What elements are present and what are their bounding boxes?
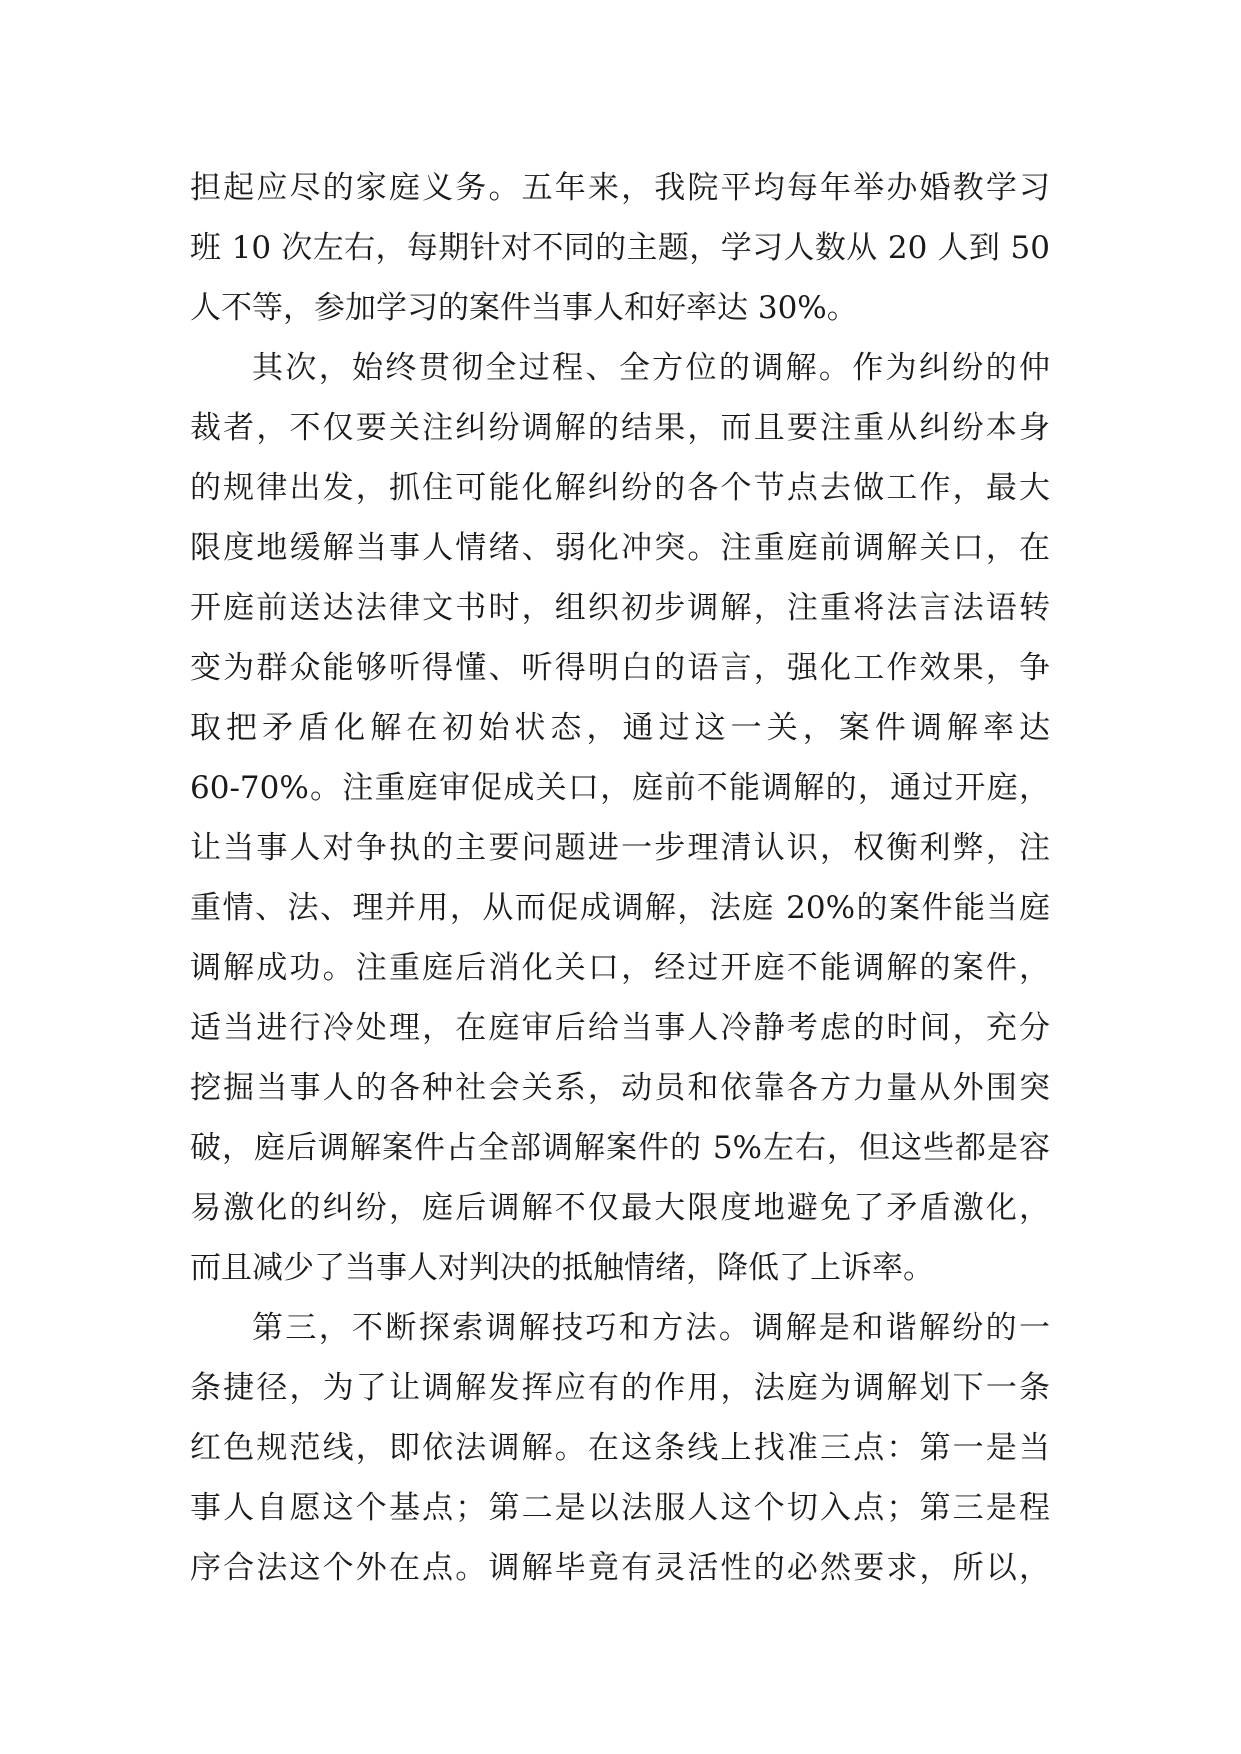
- text-line: 让当事人对争执的主要问题进一步理清认识，权衡利弊，注: [190, 830, 1050, 866]
- text-line: 开庭前送达法律文书时，组织初步调解，注重将法言法语转: [190, 590, 1050, 626]
- paragraph-2: [190, 338, 1050, 1298]
- paragraph-1: [190, 158, 1050, 338]
- paragraph-3: [190, 1298, 1050, 1598]
- text-line: 条捷径，为了让调解发挥应有的作用，法庭为调解划下一条: [190, 1370, 1050, 1406]
- text-line: 事人自愿这个基点；第二是以法服人这个切入点；第三是程: [190, 1490, 1050, 1526]
- text-line: 担起应尽的家庭义务。五年来，我院平均每年举办婚教学习: [190, 170, 1050, 206]
- text-line: 裁者，不仅要关注纠纷调解的结果，而且要注重从纠纷本身: [190, 410, 1050, 446]
- text-line: 挖掘当事人的各种社会关系，动员和依靠各方力量从外围突: [190, 1070, 1050, 1106]
- text-line: 易激化的纠纷，庭后调解不仅最大限度地避免了矛盾激化，: [190, 1190, 1050, 1226]
- text-line: 红色规范线，即依法调解。在这条线上找准三点：第一是当: [190, 1430, 1050, 1466]
- text-line: 取把矛盾化解在初始状态，通过这一关，案件调解率达: [190, 710, 1050, 746]
- text-line: 的规律出发，抓住可能化解纠纷的各个节点去做工作，最大: [190, 470, 1050, 506]
- text-line: 限度地缓解当事人情绪、弱化冲突。注重庭前调解关口，在: [190, 530, 1050, 566]
- text-line: 破，庭后调解案件占全部调解案件的 5%左右，但这些都是容: [190, 1130, 1050, 1166]
- text-line: 变为群众能够听得懂、听得明白的语言，强化工作效果，争: [190, 650, 1050, 686]
- text-line: 60-70%。注重庭审促成关口，庭前不能调解的，通过开庭，: [190, 770, 1050, 806]
- text-line: 而且减少了当事人对判决的抵触情绪，降低了上诉率。: [190, 1250, 934, 1286]
- document-body: [190, 158, 1050, 1598]
- text-line: 重情、法、理并用，从而促成调解，法庭 20%的案件能当庭: [190, 890, 1050, 926]
- text-line: 第三，不断探索调解技巧和方法。调解是和谐解纷的一: [252, 1310, 1050, 1346]
- text-line: 调解成功。注重庭后消化关口，经过开庭不能调解的案件，: [190, 950, 1050, 986]
- text-line: 序合法这个外在点。调解毕竟有灵活性的必然要求，所以，: [190, 1550, 1050, 1586]
- text-line: 适当进行冷处理，在庭审后给当事人冷静考虑的时间，充分: [190, 1010, 1050, 1046]
- text-line: 人不等，参加学习的案件当事人和好率达 30%。: [190, 290, 858, 326]
- text-line: 其次，始终贯彻全过程、全方位的调解。作为纠纷的仲: [252, 350, 1050, 386]
- text-line: 班 10 次左右，每期针对不同的主题，学习人数从 20 人到 50: [190, 230, 1050, 266]
